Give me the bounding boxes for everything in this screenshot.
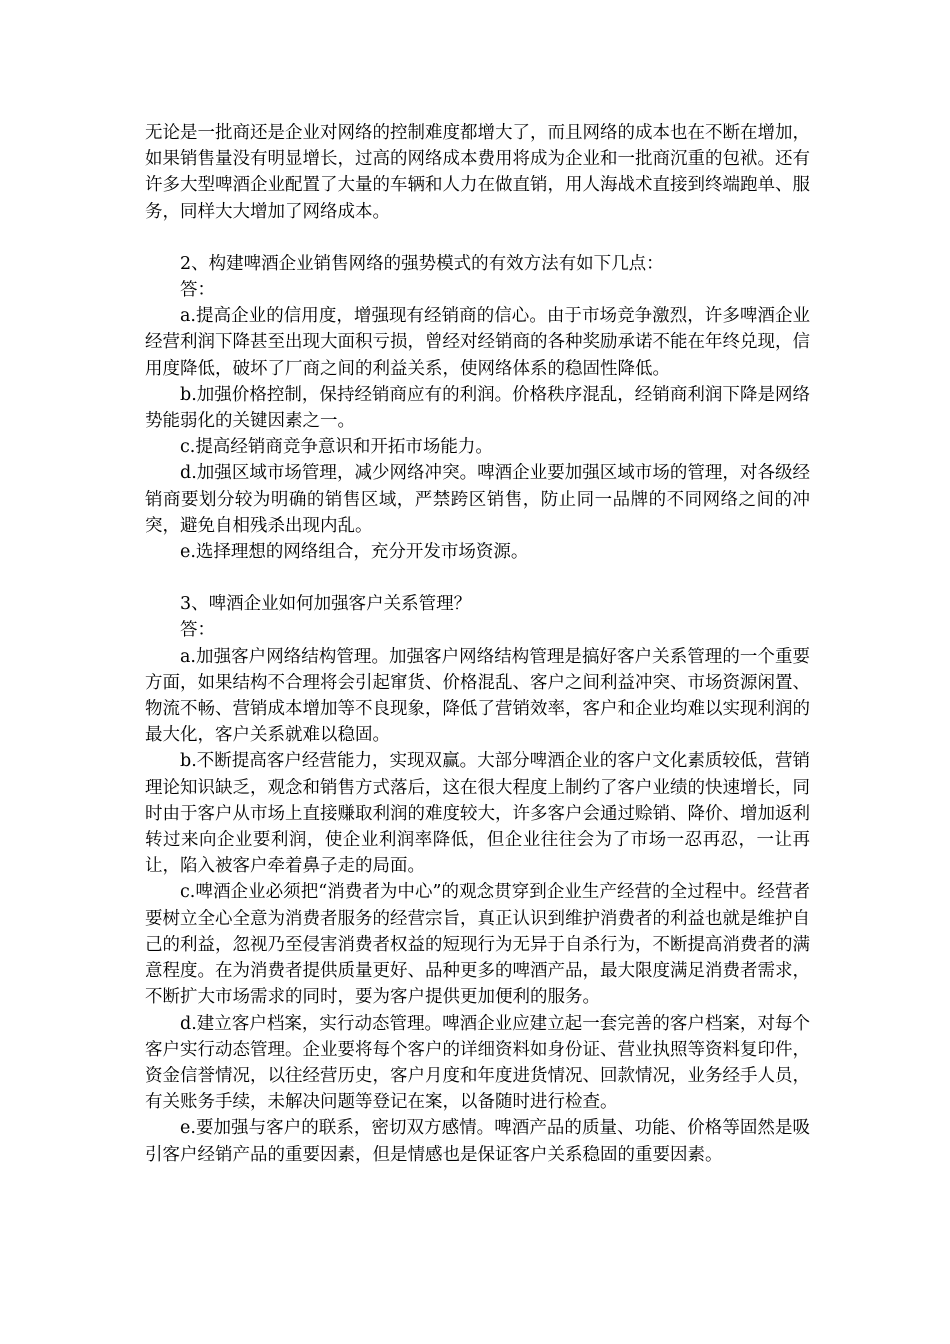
- section-2-item-a: a.提高企业的信用度，增强现有经销商的信心。由于市场竞争激烈，许多啤酒企业经营利润下降甚至出现大面积亏损，曾经对经销商的各种奖励承诺不能在年终兑现，信用度降低，破坏了厂商之间的利益关系，使网络体系的稳固性降低。: [145, 306, 810, 379]
- section-2-item-d: d.加强区域市场管理，减少网络冲突。啤酒企业要加强区域市场的管理，对各级经销商要划分较为明确的销售区域，严禁跨区销售，防止同一品牌的不同网络之间的冲突，避免自相残杀出现内乱。: [145, 463, 810, 536]
- section-2-question: 2、构建啤酒企业销售网络的强势模式的有效方法有如下几点：: [180, 253, 664, 274]
- section-3-answer-label: 答：: [180, 620, 215, 641]
- section-2-item-b: b.加强价格控制，保持经销商应有的利润。价格秩序混乱，经销商利润下降是网络势能弱化的关键因素之一。: [145, 384, 810, 432]
- section-2-item-e: e.选择理想的网络组合，充分开发市场资源。: [180, 542, 529, 563]
- section-3-item-b: b.不断提高客户经营能力，实现双赢。大部分啤酒企业的客户文化素质较低，营销理论知识缺乏，观念和销售方式落后，这在很大程度上制约了客户业绩的快速增长，同时由于客户从市场上直接赚取利润的难度较大，许多客户会通过赊销、降价、增加返利转过来向企业要利润，使企业利润率降低，但企业往往会为了市场一忍再忍，一让再让，陷入被客户牵着鼻子走的局面。: [145, 751, 810, 877]
- section-3-item-a: a.加强客户网络结构管理。加强客户网络结构管理是搞好客户关系管理的一个重要方面，如果结构不合理将会引起窜货、价格混乱、客户之间利益冲突、市场资源闲置、物流不畅、营销成本增加等不良现象，降低了营销效率，客户和企业均难以实现利润的最大化，客户关系就难以稳固。: [145, 646, 810, 746]
- section-3-item-d: d.建立客户档案，实行动态管理。啤酒企业应建立起一套完善的客户档案，对每个客户实行动态管理。企业要将每个客户的详细资料如身份证、营业执照等资料复印件，资金信誉情况，以往经营历史，客户月度和年度进货情况、回款情况，业务经手人员，有关账务手续，未解决问题等登记在案，以备随时进行检查。: [145, 1013, 810, 1113]
- intro-paragraph: 无论是一批商还是企业对网络的控制难度都增大了，而且网络的成本也在不断在增加，如果销售量没有明显增长，过高的网络成本费用将成为企业和一批商沉重的包袱。还有许多大型啤酒企业配置了大量的车辆和人力在做直销，用人海战术直接到终端跑单、服务，同样大大增加了网络成本。: [145, 123, 810, 222]
- document-page: [145, 120, 810, 1168]
- section-2-answer-label: 答：: [180, 280, 215, 301]
- section-3-question: 3、啤酒企业如何加强客户关系管理？: [180, 594, 472, 615]
- section-2-item-c: c.提高经销商竞争意识和开拓市场能力。: [180, 437, 493, 458]
- spacer: [145, 225, 810, 251]
- section-3-item-e: e.要加强与客户的联系，密切双方感情。啤酒产品的质量、功能、价格等固然是吸引客户经销产品的重要因素，但是情感也是保证客户关系稳固的重要因素。: [145, 1118, 810, 1165]
- spacer: [145, 565, 810, 591]
- section-3-item-c: c.啤酒企业必须把“消费者为中心”的观念贯穿到企业生产经营的全过程中。经营者要树立全心全意为消费者服务的经营宗旨，真正认识到维护消费者的利益也就是维护自己的利益，忽视乃至侵害消费者权益的短现行为无异于自杀行为，不断提高消费者的满意程度。在为消费者提供质量更好、品种更多的啤酒产品，最大限度满足消费者需求，不断扩大市场需求的同时，要为客户提供更加便利的服务。: [145, 882, 810, 1008]
